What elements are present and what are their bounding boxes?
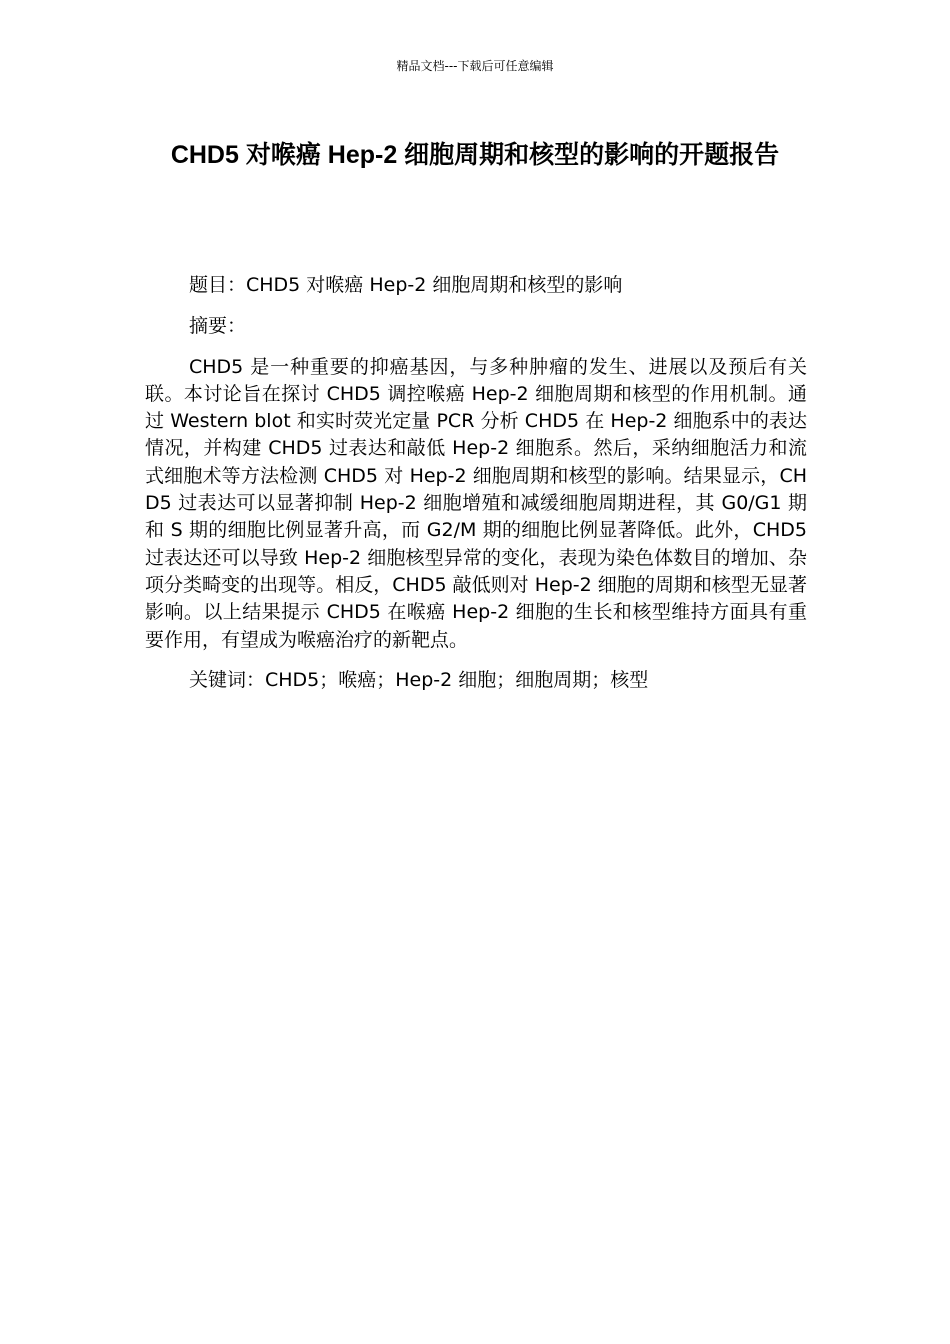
keywords-line: 关键词：CHD5；喉癌；Hep-2 细胞；细胞周期；核型 xyxy=(189,669,649,692)
abstract-label: 摘要： xyxy=(189,314,247,337)
page-header-watermark: 精品文档---下载后可任意编辑 xyxy=(396,59,554,73)
document-body xyxy=(145,272,807,708)
abstract-paragraph: CHD5 是一种重要的抑癌基因，与多种肿瘤的发生、进展以及预后有关联。本讨论旨在探讨 CHD5 调控喉癌 Hep-2 细胞周期和核型的作用机制。通过 Western blot 和实时荧光定量 PCR 分析 CHD5 在 Hep-2 细胞系中的表达情况，并构建 CHD5 过表达和敲低 Hep-2 细胞系。然后，采纳细胞活力和流式细胞术等方法检测 CHD5 对 Hep-2 细胞周期和核型的影响。结果显示，CHD5 过表达可以显著抑制 Hep-2 细胞增殖和减缓细胞周期进程，其 G0/G1 期和 S 期的细胞比例显著升高，而 G2/M 期的细胞比例显著降低。此外，CHD5 过表达还可以导致 Hep-2 细胞核型异常的变化，表现为染色体数目的增加、杂项分类畸变的出现等。相反，CHD5 敲低则对 Hep-2 细胞的周期和核型无显著影响。以上结果提示 CHD5 在喉癌 Hep-2 细胞的生长和核型维持方面具有重要作用，有望成为喉癌治疗的新靶点。 xyxy=(145,355,807,651)
document-title: CHD5 对喉癌 Hep-2 细胞周期和核型的影响的开题报告 xyxy=(170,141,780,169)
subject-line: 题目：CHD5 对喉癌 Hep-2 细胞周期和核型的影响 xyxy=(189,274,623,296)
